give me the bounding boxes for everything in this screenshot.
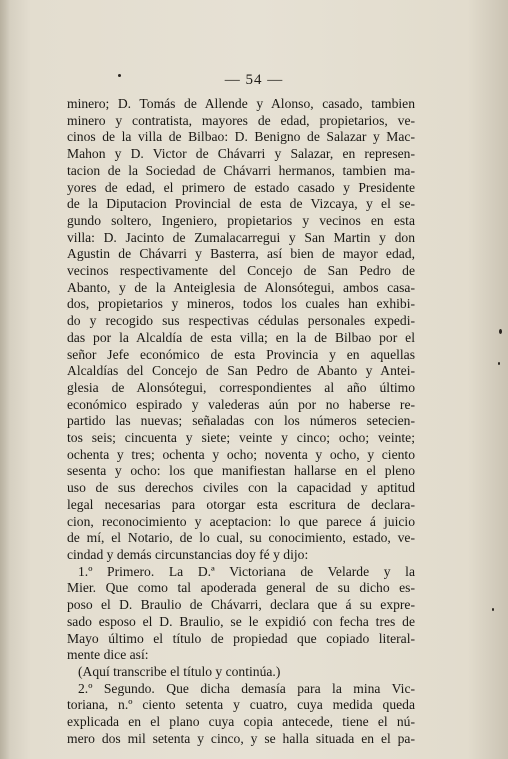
text-line: Alcaldías del Concejo de San Pedro de Abanto y Antei- xyxy=(67,363,415,379)
text-line: Abanto, y de la Anteiglesia de Alonsótegui, ambos casa- xyxy=(67,279,415,295)
body-text xyxy=(67,96,415,747)
text-line: económico espirado y valederas aún por no haberse re- xyxy=(67,396,415,412)
text-line: 1.º Primero. La D.ª Victoriana de Velarde y la xyxy=(78,563,415,579)
text-line: tos seis; cincuenta y siete; veinte y cinco; ocho; veinte; xyxy=(67,430,415,446)
text-line: dos, propietarios y mineros, todos los cuales han exhibi- xyxy=(67,296,415,312)
text-line: señor Jefe económico de esta Provincia y en aquellas xyxy=(67,346,415,362)
text-line: 2.º Segundo. Que dicha demasía para la mina Vic- xyxy=(78,680,415,696)
text-line: cindad y demás circunstancias doy fé y dijo: xyxy=(67,546,309,562)
text-line: minero; D. Tomás de Allende y Alonso, casado, tambien xyxy=(67,96,415,111)
text-line: gundo soltero, Ingeniero, propietarios y vecinos en esta xyxy=(67,212,415,228)
text-line: vecinos respectivamente del Concejo de San Pedro de xyxy=(67,263,415,279)
text-line: yores de edad, el primero de estado casado y Presidente xyxy=(67,179,415,195)
text-line: Mayo último el título de propiedad que copiado literal- xyxy=(67,630,415,646)
text-line: sado esposo el D. Braulio, se le expidió con fecha tres de xyxy=(67,613,415,629)
text-line: tacion de la Sociedad de Chávarri hermanos, tambien ma- xyxy=(67,162,415,178)
text-line: mero dos mil setenta y cinco, y se halla situada en el pa- xyxy=(67,730,415,746)
page-fold-shadow xyxy=(0,0,10,759)
text-line: uso de sus derechos civiles con la capacidad y aptitud xyxy=(67,480,415,496)
text-line: de la Diputacion Provincial de esta de Vizcaya, y el se- xyxy=(67,196,415,212)
text-line: villa: D. Jacinto de Zumalacarregui y San Martin y don xyxy=(67,229,415,245)
text-line: partido las nuevas; señaladas con los números setecien- xyxy=(67,413,415,429)
text-line: toriana, n.º ciento setenta y cuatro, cuya medida queda xyxy=(67,697,415,713)
text-line: cinos de la villa de Bilbao: D. Benigno de Salazar y Mac- xyxy=(67,129,415,145)
text-line: do y recogido sus respectivas cédulas personales expedi- xyxy=(67,313,415,329)
text-line: Mier. Que como tal apoderada general de su dicho es- xyxy=(67,580,415,596)
text-line: poso el D. Braulio de Chávarri, declara que á su expre- xyxy=(67,597,415,613)
text-line: sesenta y ocho: los que manifiestan hallarse en el pleno xyxy=(67,463,415,479)
text-line: Mahon y D. Victor de Chávarri y Salazar, en represen- xyxy=(67,146,415,162)
text-line: de mí, el Notario, de lo cual, su conocimiento, estado, ve- xyxy=(67,530,415,546)
text-line: (Aquí transcribe el título y continúa.) xyxy=(78,663,281,679)
text-line: glesia de Alonsótegui, correspondientes al año último xyxy=(67,379,415,395)
text-line: explicada en el plano cuya copia antecede, tiene el nú- xyxy=(67,714,415,730)
text-line: das por la Alcaldía de esta villa; en la de Bilbao por el xyxy=(67,329,415,345)
text-line: ochenta y tres; ochenta y ocho; noventa y ocho, y ciento xyxy=(67,446,415,462)
text-line: mente dice así: xyxy=(67,647,149,663)
text-line: cion, reconocimiento y aceptacion: lo que parece á juicio xyxy=(67,513,415,529)
text-line: minero y contratista, mayores de edad, propietarios, ve- xyxy=(67,112,415,128)
page-number: — 54 — xyxy=(224,72,284,88)
text-line: legal necesarias para otorgar esta escritura de declara- xyxy=(67,496,415,512)
text-line: Agustin de Chávarri y Basterra, así bien de mayor edad, xyxy=(67,246,415,262)
